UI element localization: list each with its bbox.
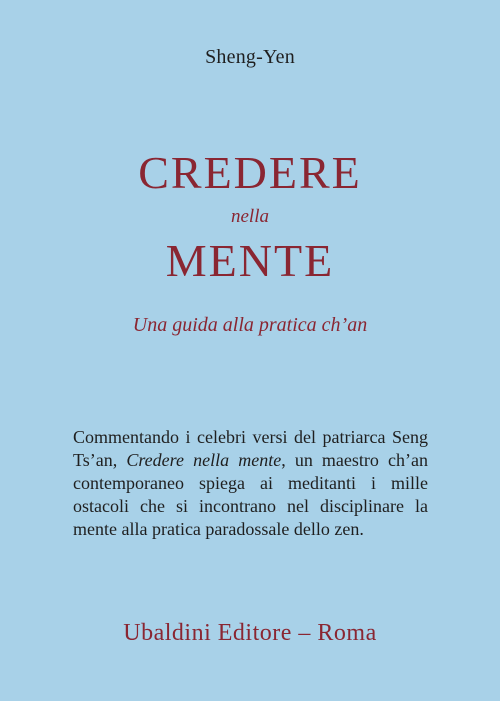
author-name: Sheng-Yen — [205, 46, 295, 68]
title-connector: nella — [231, 206, 269, 227]
blurb-line-2 — [73, 449, 428, 472]
blurb-line-5: mente alla pratica paradossale dello zen. — [73, 519, 364, 539]
blurb-line-2-start: Ts’an, — [73, 450, 127, 470]
publisher: Ubaldini Editore – Roma — [123, 620, 377, 646]
title-line-1: CREDERE — [138, 147, 362, 198]
blurb-line-1: Commentando i celebri versi del patriarca Seng — [73, 427, 428, 447]
subtitle: Una guida alla pratica ch’an — [132, 314, 368, 336]
blurb-title-reference: Credere nella mente — [126, 450, 282, 470]
blurb-line-3: contemporaneo spiega ai meditanti i mille — [73, 473, 428, 493]
blurb-line-4: ostacoli che si incontrano nel disciplinare la — [73, 496, 428, 516]
blurb-line-2-end: , un maestro ch’an — [281, 450, 428, 470]
title-line-2: MENTE — [165, 235, 335, 286]
back-blurb — [73, 426, 428, 541]
